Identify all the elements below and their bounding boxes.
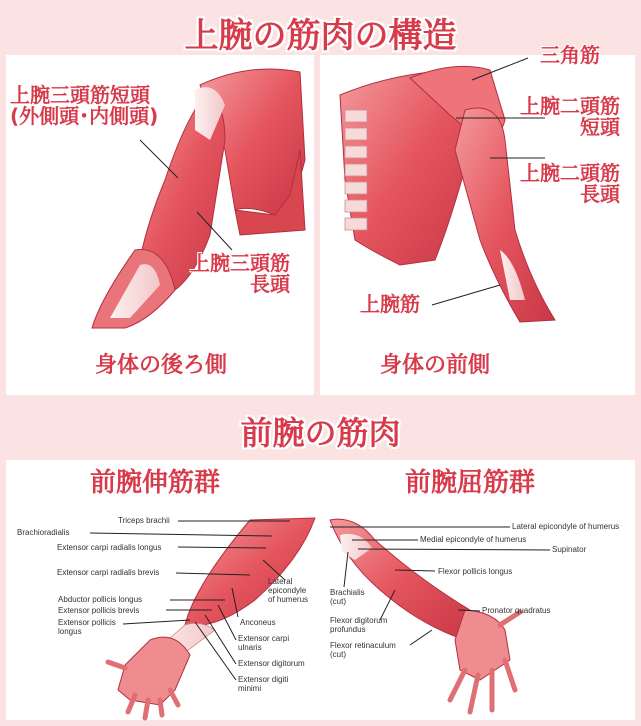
brachialis-label: 上腕筋 [360, 292, 420, 316]
triceps-short-head-label: 上腕三頭筋短頭 (外側頭･内側頭) [10, 83, 159, 128]
fpl-label: Flexor pollicis longus [438, 567, 513, 576]
deltoid-label: 三角筋 [540, 43, 600, 67]
anconeus-label: Anconeus [240, 618, 276, 627]
front-view-caption: 身体の前側 [380, 353, 491, 378]
epl-label: Extensor pollicis longus [58, 618, 116, 637]
extensor-group-title: 前腕伸筋群 [90, 468, 221, 498]
rib-serratus [345, 110, 367, 230]
supinator-label: Supinator [552, 545, 587, 554]
pronator-quadratus-label: Pronator quadratus [482, 606, 551, 615]
extensor-digitorum-label: Extensor digitorum [238, 659, 305, 668]
triceps-brachii-label: Triceps brachii [118, 516, 170, 525]
back-view-caption: 身体の後ろ側 [95, 353, 228, 378]
flexor-group-title: 前腕屈筋群 [405, 468, 536, 498]
ecrb-label: Extensor carpi radialis brevis [57, 568, 160, 577]
upper-arm-title: 上腕の筋肉の構造 [184, 16, 457, 56]
lateral-epicondyle-flexor-label: Lateral epicondyle of humerus [512, 522, 620, 531]
biceps-long-head-label: 上腕二頭筋 長頭 [520, 161, 620, 206]
epb-label: Extensor pollicis brevis [58, 606, 140, 615]
brachioradialis-label: Brachioradialis [17, 528, 70, 537]
front-upper-arm [455, 108, 555, 322]
forearm-title: 前腕の筋肉 [240, 414, 401, 452]
edm-label: Extensor digiti minimi [238, 675, 289, 694]
lateral-epicondyle-extensor-label: Lateral epicondyle of humerus [268, 577, 309, 605]
fdp-label: Flexor digitorum profundus [330, 616, 388, 635]
flexor-retinaculum-label: Flexor retinaculum (cut) [330, 641, 396, 660]
ecrl-label: Extensor carpi radialis longus [57, 543, 162, 552]
biceps-short-head-label: 上腕二頭筋 短頭 [520, 94, 620, 139]
medial-epicondyle-label: Medial epicondyle of humerus [420, 535, 527, 544]
brachialis-cut-label: Brachialis (cut) [330, 588, 365, 607]
ecu-label: Extensor carpi ulnaris [238, 634, 290, 653]
extensor-hand [118, 637, 190, 705]
triceps-long-head-label: 上腕三頭筋 長頭 [190, 251, 290, 296]
apl-label: Abductor pollicis longus [58, 595, 143, 604]
